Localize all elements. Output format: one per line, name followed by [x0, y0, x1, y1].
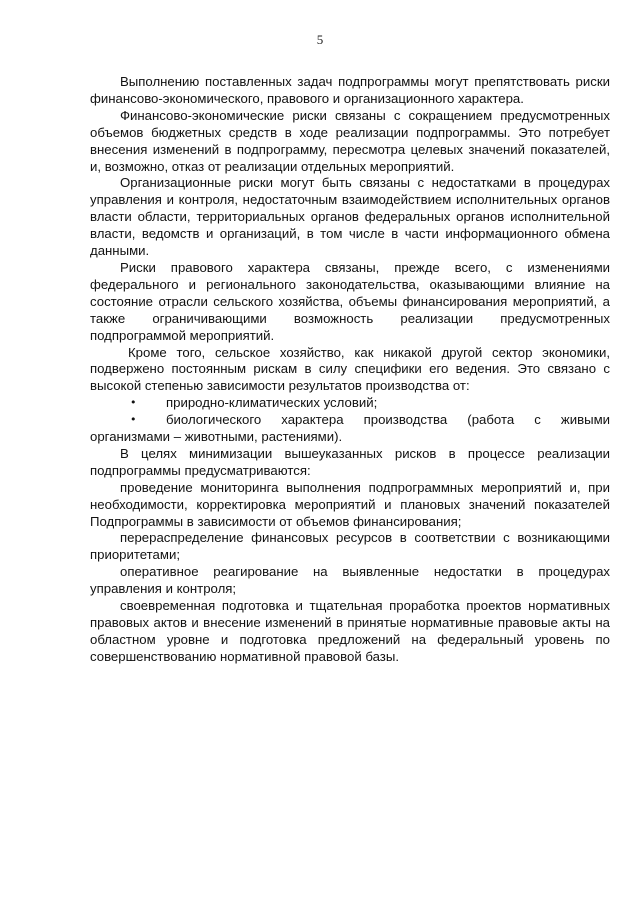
paragraph-financial-risks: Финансово-экономические риски связаны с сокращением предусмотренных объемов бюджетных средств в ходе реализации подпрограммы. Это потребует внесения изменений в подпрограмму, пересмотра целевых значений показателей, и, возможно, отказ от реализации отдельных мероприятий.	[90, 107, 610, 174]
paragraph-redistribution: перераспределение финансовых ресурсов в соответствии с возникающими приоритетами;	[90, 530, 610, 563]
list-item	[90, 412, 610, 446]
paragraph-legal-risks: Риски правового характера связаны, прежде всего, с изменениями федерального и регионального законодательства, оказывающими влияние на состояние отрасли сельского хозяйства, объемы финансирования мероприятий, а также ограничивающими возможность реализации предусмотренных подпрограммой мероприятий.	[90, 259, 610, 343]
paragraph-mitigation-intro: В целях минимизации вышеуказанных рисков в процессе реализации подпрограммы предусматриваются:	[90, 445, 610, 478]
list-item	[90, 395, 610, 412]
bullet-icon: •	[130, 413, 137, 427]
list-item-text: биологического характера производства (работа с живыми организмами – животными, растениями).	[90, 412, 610, 445]
paragraph-organizational-risks: Организационные риски могут быть связаны с недостатками в процедурах управления и контроля, недостаточным взаимодействием исполнительных органов власти области, территориальных органов федеральных органов исполнительной власти, ведомств и организаций, в том числе в части информационного обмена данными.	[90, 175, 610, 259]
paragraph-agriculture-risks: Кроме того, сельское хозяйство, как никакой другой сектор экономики, подвержено постоянным рискам в силу специфики его ведения. Это связано с высокой степенью зависимости результатов производства от:	[90, 344, 610, 394]
paragraph-risks-intro: Выполнению поставленных задач подпрограммы могут препятствовать риски финансово-экономического, правового и организационного характера.	[90, 74, 610, 106]
paragraph-legal-preparation: своевременная подготовка и тщательная проработка проектов нормативных правовых актов и внесение изменений в принятые нормативные правовые акты на областном уровне и подготовка предложений на федеральный уровень по совершенствованию нормативной правовой базы.	[90, 598, 610, 664]
bullet-icon: •	[130, 396, 137, 410]
list-item-text: природно-климатических условий;	[166, 395, 378, 411]
paragraph-response: оперативное реагирование на выявленные недостатки в процедурах управления и контроля;	[90, 564, 610, 597]
document-body	[90, 74, 610, 666]
page-number: 5	[316, 32, 324, 47]
paragraph-monitoring: проведение мониторинга выполнения подпрограммных мероприятий и, при необходимости, корректировка мероприятий и плановых значений показателей Подпрограммы в зависимости от объемов финансирования;	[90, 479, 610, 529]
risk-factors-list	[90, 395, 610, 446]
